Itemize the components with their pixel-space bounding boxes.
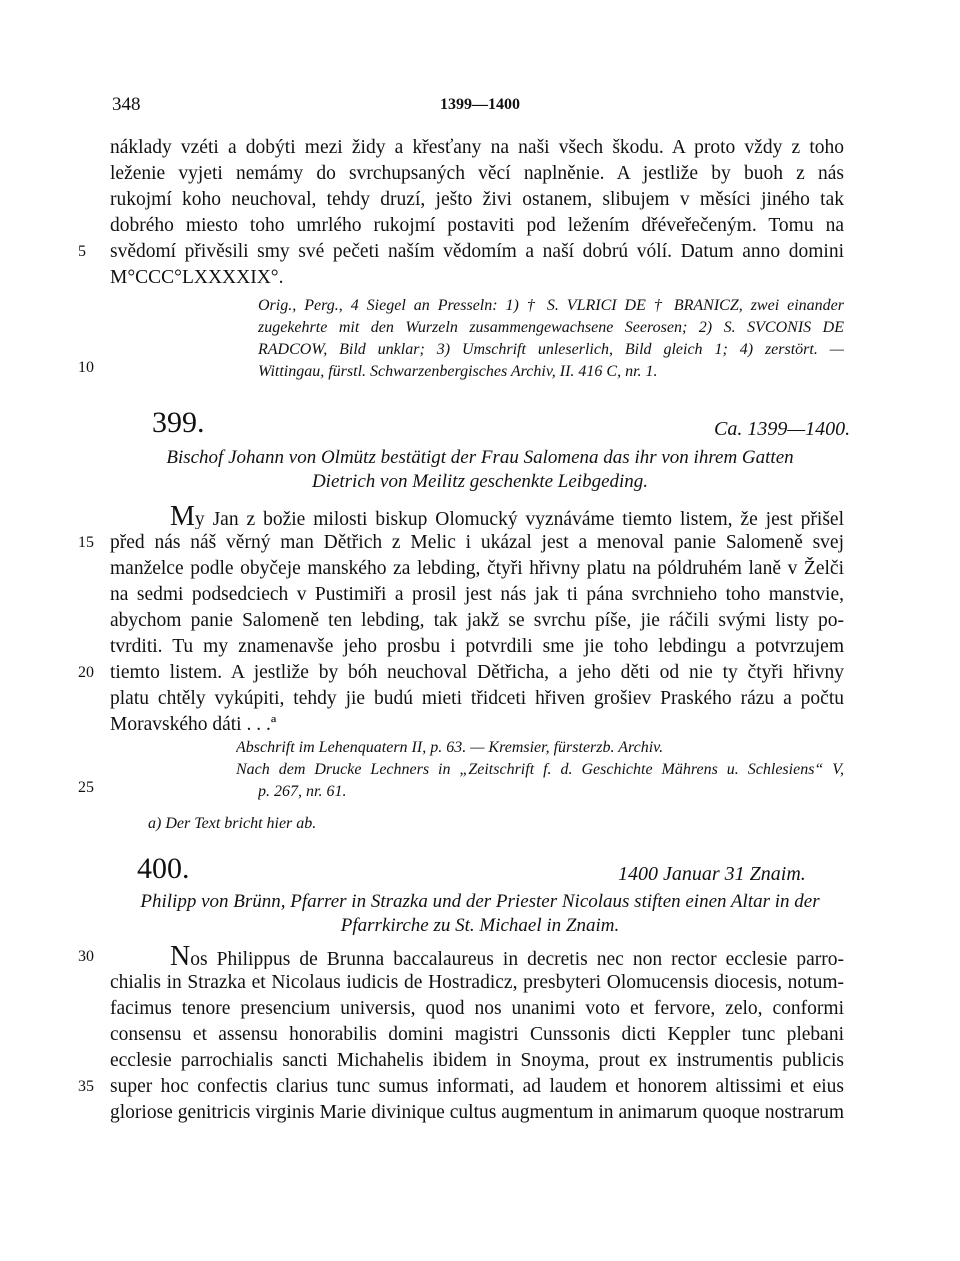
doc-date: 1400 Januar 31 Znaim. [618, 863, 806, 885]
text-line: svědomí přivěsili smy své pečeti naším vědomím a naší dobrú vólí. Datum anno domini [110, 241, 844, 262]
line-number: 30 [78, 948, 94, 965]
doc-summary: Philipp von Brünn, Pfarrer in Strazka und der Priester Nicolaus stiften einen Altar in der [140, 891, 820, 912]
line-number: 25 [78, 779, 94, 796]
doc-number: 400. [137, 852, 190, 885]
text-line: M°CCC°LXXXXIX°. [110, 267, 284, 288]
initial-letter: N [170, 945, 191, 969]
source-note: Orig., Perg., 4 Siegel an Presseln: 1) † S. VLRICI DE † BRANICZ, zwei einander [258, 297, 844, 314]
line-number: 35 [78, 1078, 94, 1095]
line-number: 15 [78, 534, 94, 551]
text-line: chialis in Strazka et Nicolaus iudicis de Hostradicz, presbyteri Olomucensis diocesis, notum- [110, 972, 844, 993]
page-number: 348 [112, 94, 141, 115]
text-line: ecclesie parrochialis sancti Michahelis ibidem in Snoyma, prout ex instrumentis publicis [110, 1050, 844, 1071]
doc-summary: Pfarrkirche zu St. Michael in Znaim. [340, 915, 620, 936]
first-line-text: y Jan z božie milosti biskup Olomucký vyznáváme tiemto listem, že jest přišel [194, 509, 844, 529]
page-header [0, 94, 960, 124]
source-note: RADCOW, Bild unklar; 3) Umschrift unleserlich, Bild gleich 1; 4) zerstört. — [258, 341, 844, 358]
footnote: a) Der Text bricht hier ab. [148, 815, 317, 832]
source-note: zugekehrte mit den Wurzeln zusammengewachsene Seerosen; 2) S. SVCONIS DE [258, 319, 844, 336]
doc-number: 399. [152, 406, 205, 439]
line-number: 20 [78, 664, 94, 681]
text-line: leženie vyjeti nemámy do svrchupsaných věcí naplněnie. A jestliže by buoh z nás [110, 163, 844, 184]
text-line: náklady vzéti a dobýti mezi židy a křesťany na naši všech škodu. A proto vždy z toho [110, 137, 844, 158]
doc-date: Ca. 1399—1400. [714, 418, 851, 440]
text-line [170, 945, 844, 969]
text-line: rukojmí koho neuchoval, tehdy druzí, ješto živi ostanem, slibujem v měsíci jiného tak [110, 189, 844, 210]
first-line-text: os Philippus de Brunna baccalaureus in decretis nec non rector ecclesie parro- [190, 949, 844, 969]
source-note: Nach dem Drucke Lechners in „Zeitschrift f. d. Geschichte Mährens u. Schlesiens“ V, [236, 761, 844, 778]
text-line: platu chtěly vykúpiti, tehdy jie budú mieti třidceti hřiven grošiev Praského rázu a počtu [110, 688, 844, 709]
text-line: super hoc confectis clarius tunc sumus informati, ad laudem et honorem altissimi et eius [110, 1076, 844, 1097]
text-line: consensu et assensu honorabilis domini magistri Cunssonis dicti Keppler tunc plebani [110, 1024, 844, 1045]
text-line: dobrého miesto toho umrlého rukojmí postaviti pod ležením dřéveřečeným. Tomu na [110, 215, 844, 236]
text-line: tiemto listem. A jestliže by bóh neuchoval Dětřicha, a jeho děti od nie ty čtyři hřivny [110, 662, 844, 683]
text-line [170, 505, 844, 529]
line-number: 10 [78, 359, 94, 376]
initial-letter: M [170, 505, 195, 529]
text-line: na sedmi podsedciech v Pustimiři a prosil jest nás jak ti pána svrchnieho toho manstvie, [110, 584, 844, 605]
text-line: před nás náš věrný man Dětřich z Melic i ukázal jest a menoval panie Salomeně svej [110, 532, 844, 553]
source-note: p. 267, nr. 61. [258, 783, 347, 800]
text-line: Moravského dáti . . .ª [110, 714, 277, 735]
doc-summary: Dietrich von Meilitz geschenkte Leibgeding. [311, 471, 649, 492]
text-line: tvrditi. Tu my znamenavše jeho prosbu i potvrdili sme jie toho lebdingu a potvrzujem [110, 636, 844, 657]
source-note: Wittingau, fürstl. Schwarzenbergisches Archiv, II. 416 C, nr. 1. [258, 363, 658, 380]
line-number: 5 [78, 243, 86, 260]
running-head: 1399—1400 [440, 96, 520, 113]
text-line: gloriose genitricis virginis Marie divinique cultus augmentum in animarum quoque nostrarum [110, 1102, 844, 1123]
doc-summary: Bischof Johann von Olmütz bestätigt der Frau Salomena das ihr von ihrem Gatten [166, 447, 794, 468]
text-line: abychom panie Salomeně ten lebding, tak jakž se svrchu píše, jie ráčili svými listy po- [110, 610, 844, 631]
text-line: facimus tenore presencium universis, quod nos unanimi voto et fervore, zelo, conformi [110, 998, 844, 1019]
text-line: manželce podle obyčeje manského za lebding, čtyři hřivny platu na póldruhém laně v Želči [110, 558, 844, 579]
source-note: Abschrift im Lehenquatern II, p. 63. — Kremsier, fürsterzb. Archiv. [236, 739, 664, 756]
